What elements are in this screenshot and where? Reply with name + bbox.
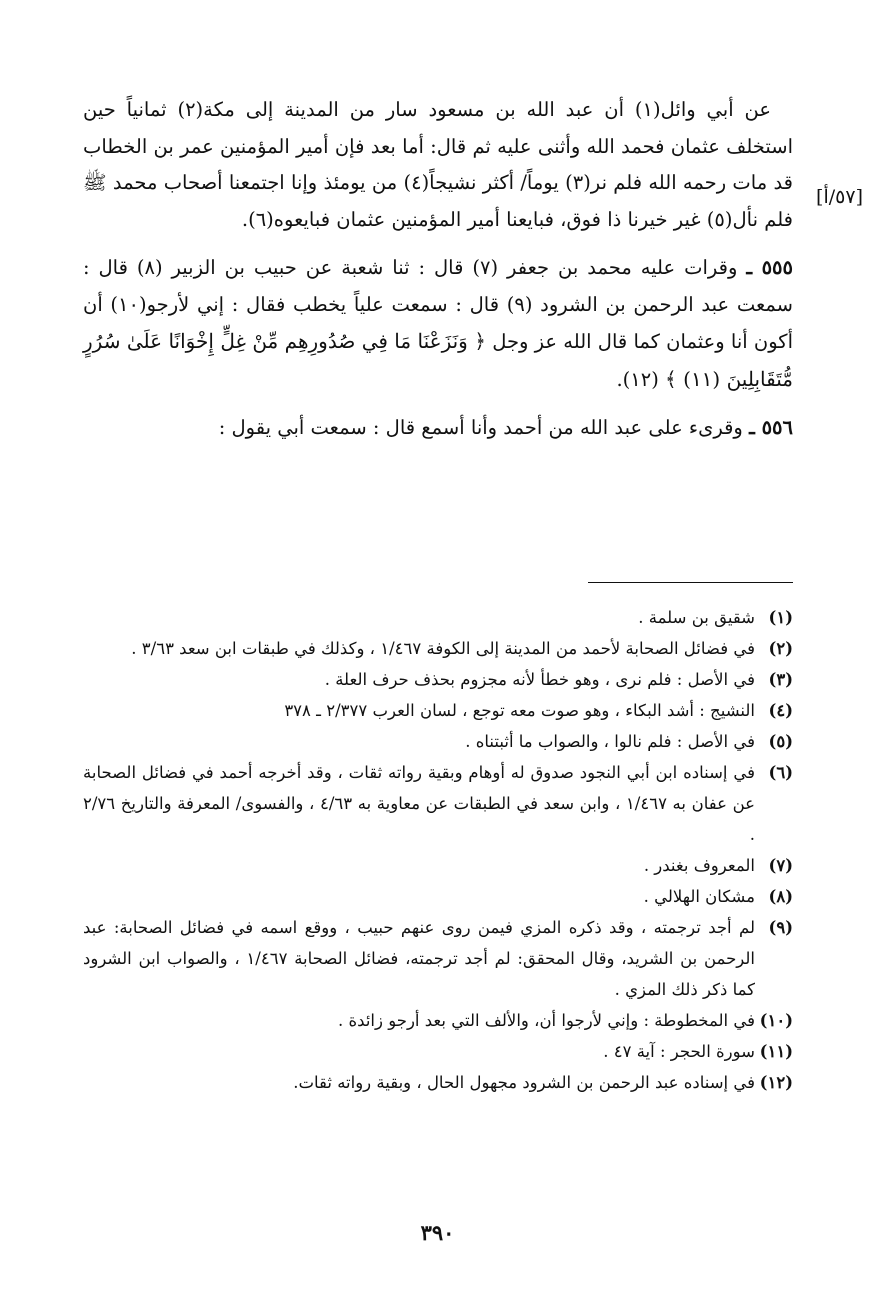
footnote-text: في فضائل الصحابة لأحمد من المدينة إلى الكوفة ١/٤٦٧ ، وكذلك في طبقات ابن سعد ٣/٦٣ . (131, 639, 755, 658)
footnote-number: (١٠) (759, 1011, 793, 1030)
footnote-number: (٨) (768, 887, 793, 906)
footnote (83, 757, 793, 850)
footnote (83, 726, 793, 757)
footnote (83, 695, 793, 726)
footnote-text: سورة الحجر : آية ٤٧ . (603, 1042, 755, 1061)
footnote (83, 664, 793, 695)
footnote-number: (٢) (768, 639, 793, 658)
footnote-text: في المخطوطة : وإني لأرجوا أن، والألف التي بعد أرجو زائدة . (338, 1011, 755, 1030)
footnote-number: (٥) (768, 732, 793, 751)
footnote (83, 912, 793, 1005)
footnote (83, 850, 793, 881)
page-number: ٣٩٠ (420, 1220, 455, 1245)
footnote-text: لم أجد ترجمته ، وقد ذكره المزي فيمن روى عنهم حبيب ، ووقع اسمه في فضائل الصحابة: عبد الرحمن بن الشريد، وقال المحقق: لم أجد ترجمته، فضائل الصحابة ١/٤٦٧ ، والصواب ابن الشرود كما ذكر ذلك المزي . (83, 918, 756, 999)
paragraph-text: وقرىء على عبد الله من أحمد وأنا أسمع قال : سمعت أبي يقول : (218, 416, 743, 439)
paragraph-text: وقرات عليه محمد بن جعفر (٧) قال : ثنا شعبة عن حبيب بن الزبير (٨) قال : سمعت عبد الرحمن بن الشرود (٩) قال : سمعت علياً يخطب فقال : إني لأرجو(١٠) أن أكون أنا وعثمان كما قال الله عز وجل (83, 256, 794, 353)
footnote (83, 1036, 793, 1067)
footnote-number: (١٢) (759, 1073, 793, 1092)
footnote-text: شقيق بن سلمة . (638, 608, 755, 627)
main-text (83, 92, 793, 447)
footnote-number: (٣) (768, 670, 793, 689)
footnote (83, 1067, 793, 1098)
footnote-text: في إسناده عبد الرحمن بن الشرود مجهول الحال ، وبقية رواته ثقات. (293, 1073, 755, 1092)
footnote (83, 881, 793, 912)
footnote (83, 1005, 793, 1036)
paragraph-tail: (١٢). (616, 367, 659, 391)
footnote-text: النشيج : أشد البكاء ، وهو صوت معه توجع ، لسان العرب ٢/٣٧٧ ـ ٣٧٨ (284, 701, 755, 720)
paragraph-continued (83, 92, 793, 238)
hadith-number: ٥٥٦ ـ (749, 416, 793, 439)
footnote-text: في إسناده ابن أبي النجود صدوق له أوهام وبقية رواته ثقات ، وقد أخرجه أحمد في فضائل الصحابة عن عفان به ١/٤٦٧ ، وابن سعد في الطبقات عن معاوية به ٤/٦٣ ، والفسوى/ المعرفة والتاريخ ٢/٧٦ . (83, 763, 755, 844)
footnote-text: في الأصل : فلم نالوا ، والصواب ما أثبتناه . (465, 732, 755, 751)
hadith-number: ٥٥٥ ـ (746, 256, 793, 279)
footnote-separator (588, 582, 793, 583)
footnote-number: (١) (768, 608, 793, 627)
footnote-text: في الأصل : فلم نرى ، وهو خطأ لأنه مجزوم بحذف حرف العلة . (324, 670, 755, 689)
footnote-text: مشكان الهلالي . (643, 887, 755, 906)
quran-verse: ﴿ وَنَزَعْنَا مَا فِي صُدُورِهِم مِّنْ غِلٍّ إِخْوَانًا عَلَىٰ سُرُرٍ مُّتَقَابِلِينَ (١١) ﴾ (83, 329, 793, 391)
hadith-556 (83, 410, 793, 447)
footnote (83, 633, 793, 664)
footnote-number: (٧) (768, 856, 793, 875)
manuscript-folio-marker: [٥٧/أ] (816, 186, 863, 208)
footnote-number: (٤) (768, 701, 793, 720)
footnote-text: المعروف بغندر . (643, 856, 755, 875)
footnote-number: (٦) (768, 763, 793, 782)
footnote (83, 602, 793, 633)
hadith-555 (83, 250, 793, 398)
paragraph-text: عن أبي وائل(١) أن عبد الله بن مسعود سار من المدينة إلى مكة(٢) ثمانياً حين استخلف عثمان فحمد الله وأثنى عليه ثم قال: أما بعد فإن أمير المؤمنين عمر بن الخطاب قد مات رحمه الله فلم نر(٣) يوماً/ أكثر نشيجاً(٤) من يومئذ وإنا اجتمعنا أصحاب محمد ﷺ فلم نأل(٥) غير خيرنا ذا فوق، فبايعنا أمير المؤمنين عثمان فبايعوه(٦). (83, 98, 794, 231)
footnote-number: (١١) (759, 1042, 793, 1061)
footnote-number: (٩) (768, 918, 793, 937)
footnotes-list (83, 602, 793, 1098)
